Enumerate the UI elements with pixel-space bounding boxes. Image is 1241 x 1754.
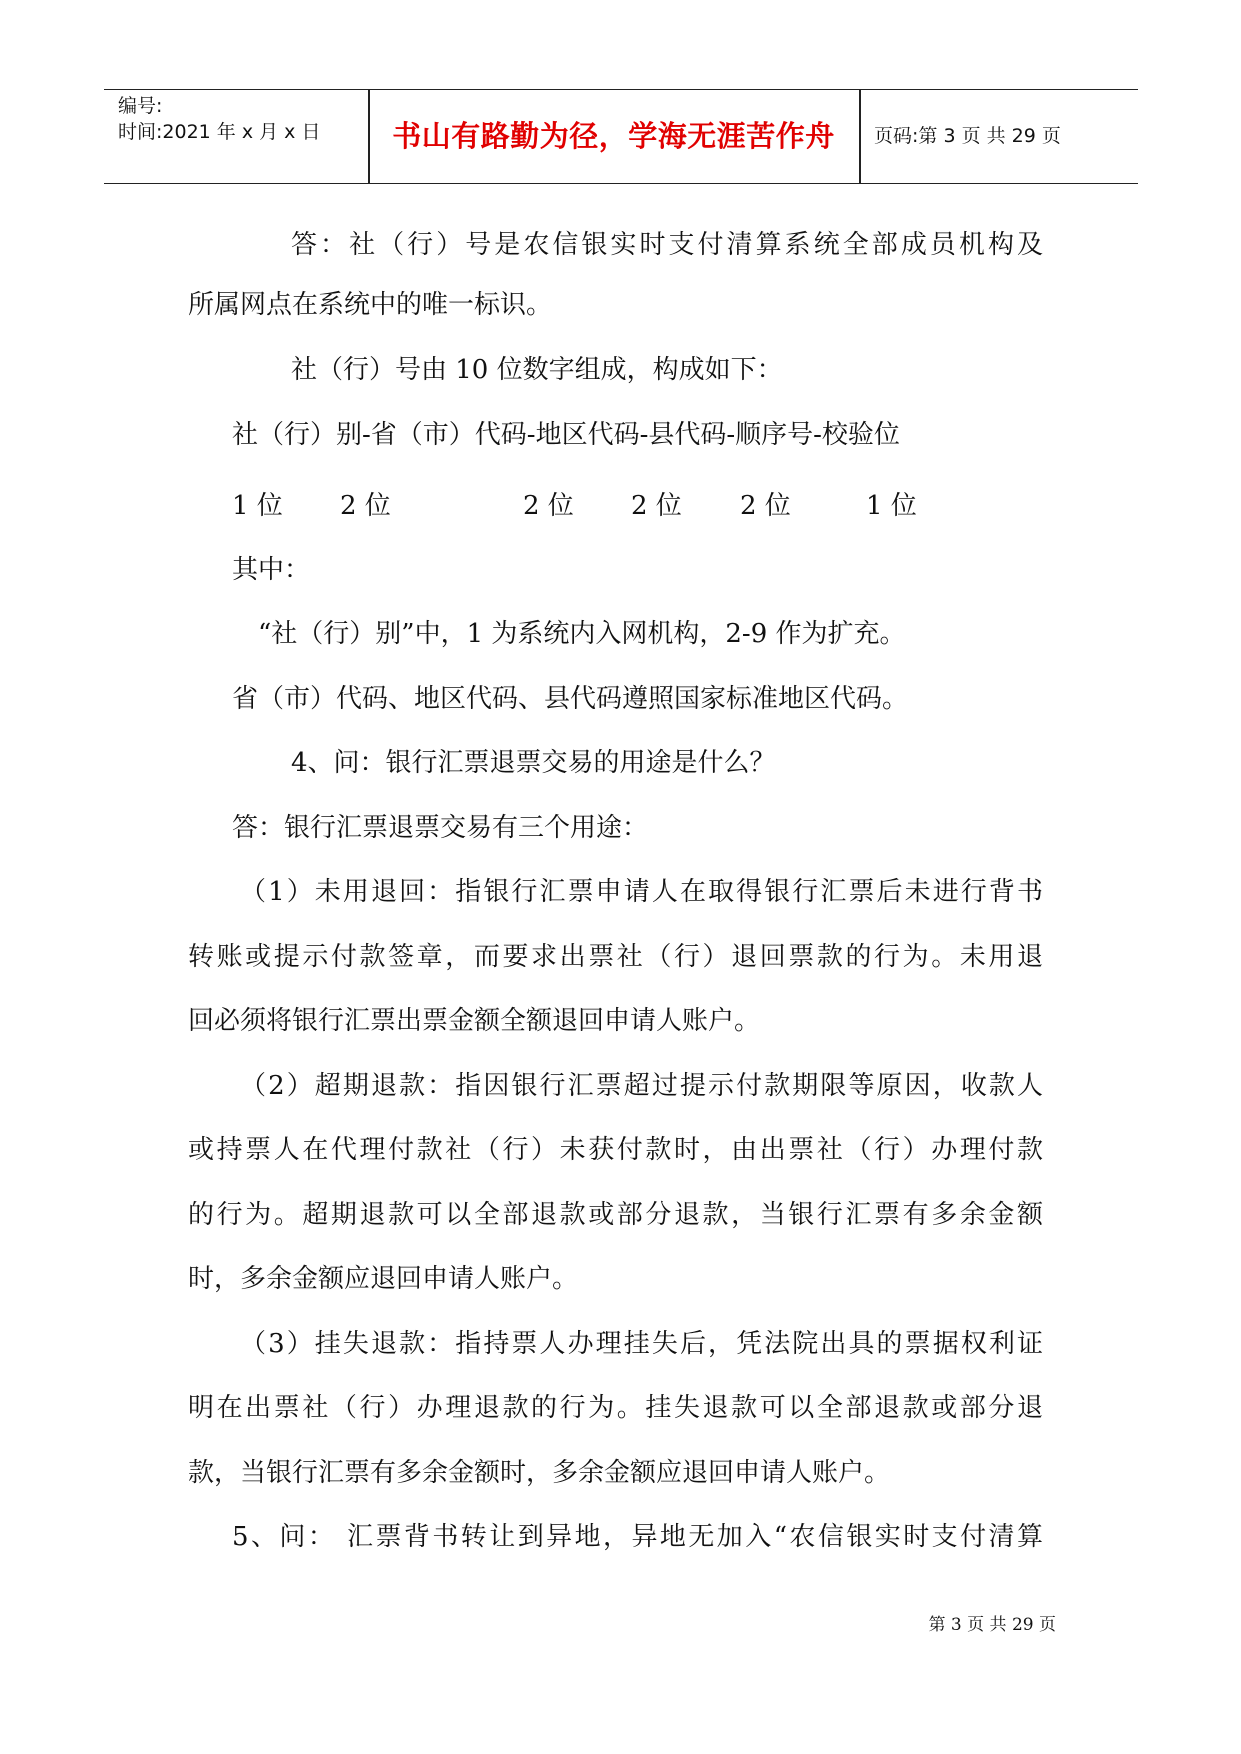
digit-count: 1 位 [866,491,917,521]
page-header [104,89,1138,184]
paragraph-line: 时，多余金额应退回申请人账户。 [188,1264,579,1294]
digit-count: 1 位 [232,491,283,521]
paragraph-line: 社（行）号由 10 位数字组成，构成如下： [291,355,783,385]
paragraph-line: （1）未用退回：指银行汇票申请人在取得银行汇票后未进行背书 [240,877,1043,907]
question-heading: 5、问： 汇票背书转让到异地，异地无加入“农信银实时支付清算 [232,1522,1043,1552]
paragraph-line: 或持票人在代理付款社（行）未获付款时，由出票社（行）办理付款 [188,1135,1043,1165]
paragraph-line: 回必须将银行汇票出票金额全额退回申请人账户。 [188,1006,761,1036]
paragraph-line: 款，当银行汇票有多余金额时，多余金额应退回申请人账户。 [188,1458,891,1488]
document-time-label: 时间:2021 年 x 月 x 日 [118,121,321,143]
digit-count: 2 位 [523,491,574,521]
paragraph-line: “社（行）别”中，1 为系统内入网机构，2-9 作为扩充。 [258,619,906,649]
digit-count: 2 位 [631,491,682,521]
header-motto: 书山有路勤为径，学海无涯苦作舟 [392,119,835,153]
paragraph-line: 明在出票社（行）办理退款的行为。挂失退款可以全部退款或部分退 [188,1393,1043,1423]
paragraph-line: 社（行）别-省（市）代码-地区代码-县代码-顺序号-校验位 [232,420,900,450]
paragraph-line: 所属网点在系统中的唯一标识。 [188,290,553,320]
document-id-label: 编号: [118,95,163,117]
paragraph-line: （2）超期退款：指因银行汇票超过提示付款期限等原因，收款人 [240,1071,1043,1101]
footer-page-number: 第 3 页 共 29 页 [928,1615,1056,1635]
question-heading: 4、问：银行汇票退票交易的用途是什么？ [291,748,776,778]
digit-count: 2 位 [340,491,391,521]
header-page-number: 页码:第 3 页 共 29 页 [874,125,1061,147]
digit-count: 2 位 [740,491,791,521]
paragraph-line: 答：社（行）号是农信银实时支付清算系统全部成员机构及 [291,230,1043,260]
paragraph-line: 转账或提示付款签章，而要求出票社（行）退回票款的行为。未用退 [188,942,1043,972]
paragraph-line: 答：银行汇票退票交易有三个用途： [232,813,649,843]
paragraph-line: 的行为。超期退款可以全部退款或部分退款，当银行汇票有多余金额 [188,1200,1043,1230]
header-divider-right [859,90,861,183]
paragraph-line: 省（市）代码、地区代码、县代码遵照国家标准地区代码。 [232,684,909,714]
paragraph-line: 其中： [232,555,311,585]
paragraph-line: （3）挂失退款：指持票人办理挂失后，凭法院出具的票据权利证 [240,1329,1043,1359]
